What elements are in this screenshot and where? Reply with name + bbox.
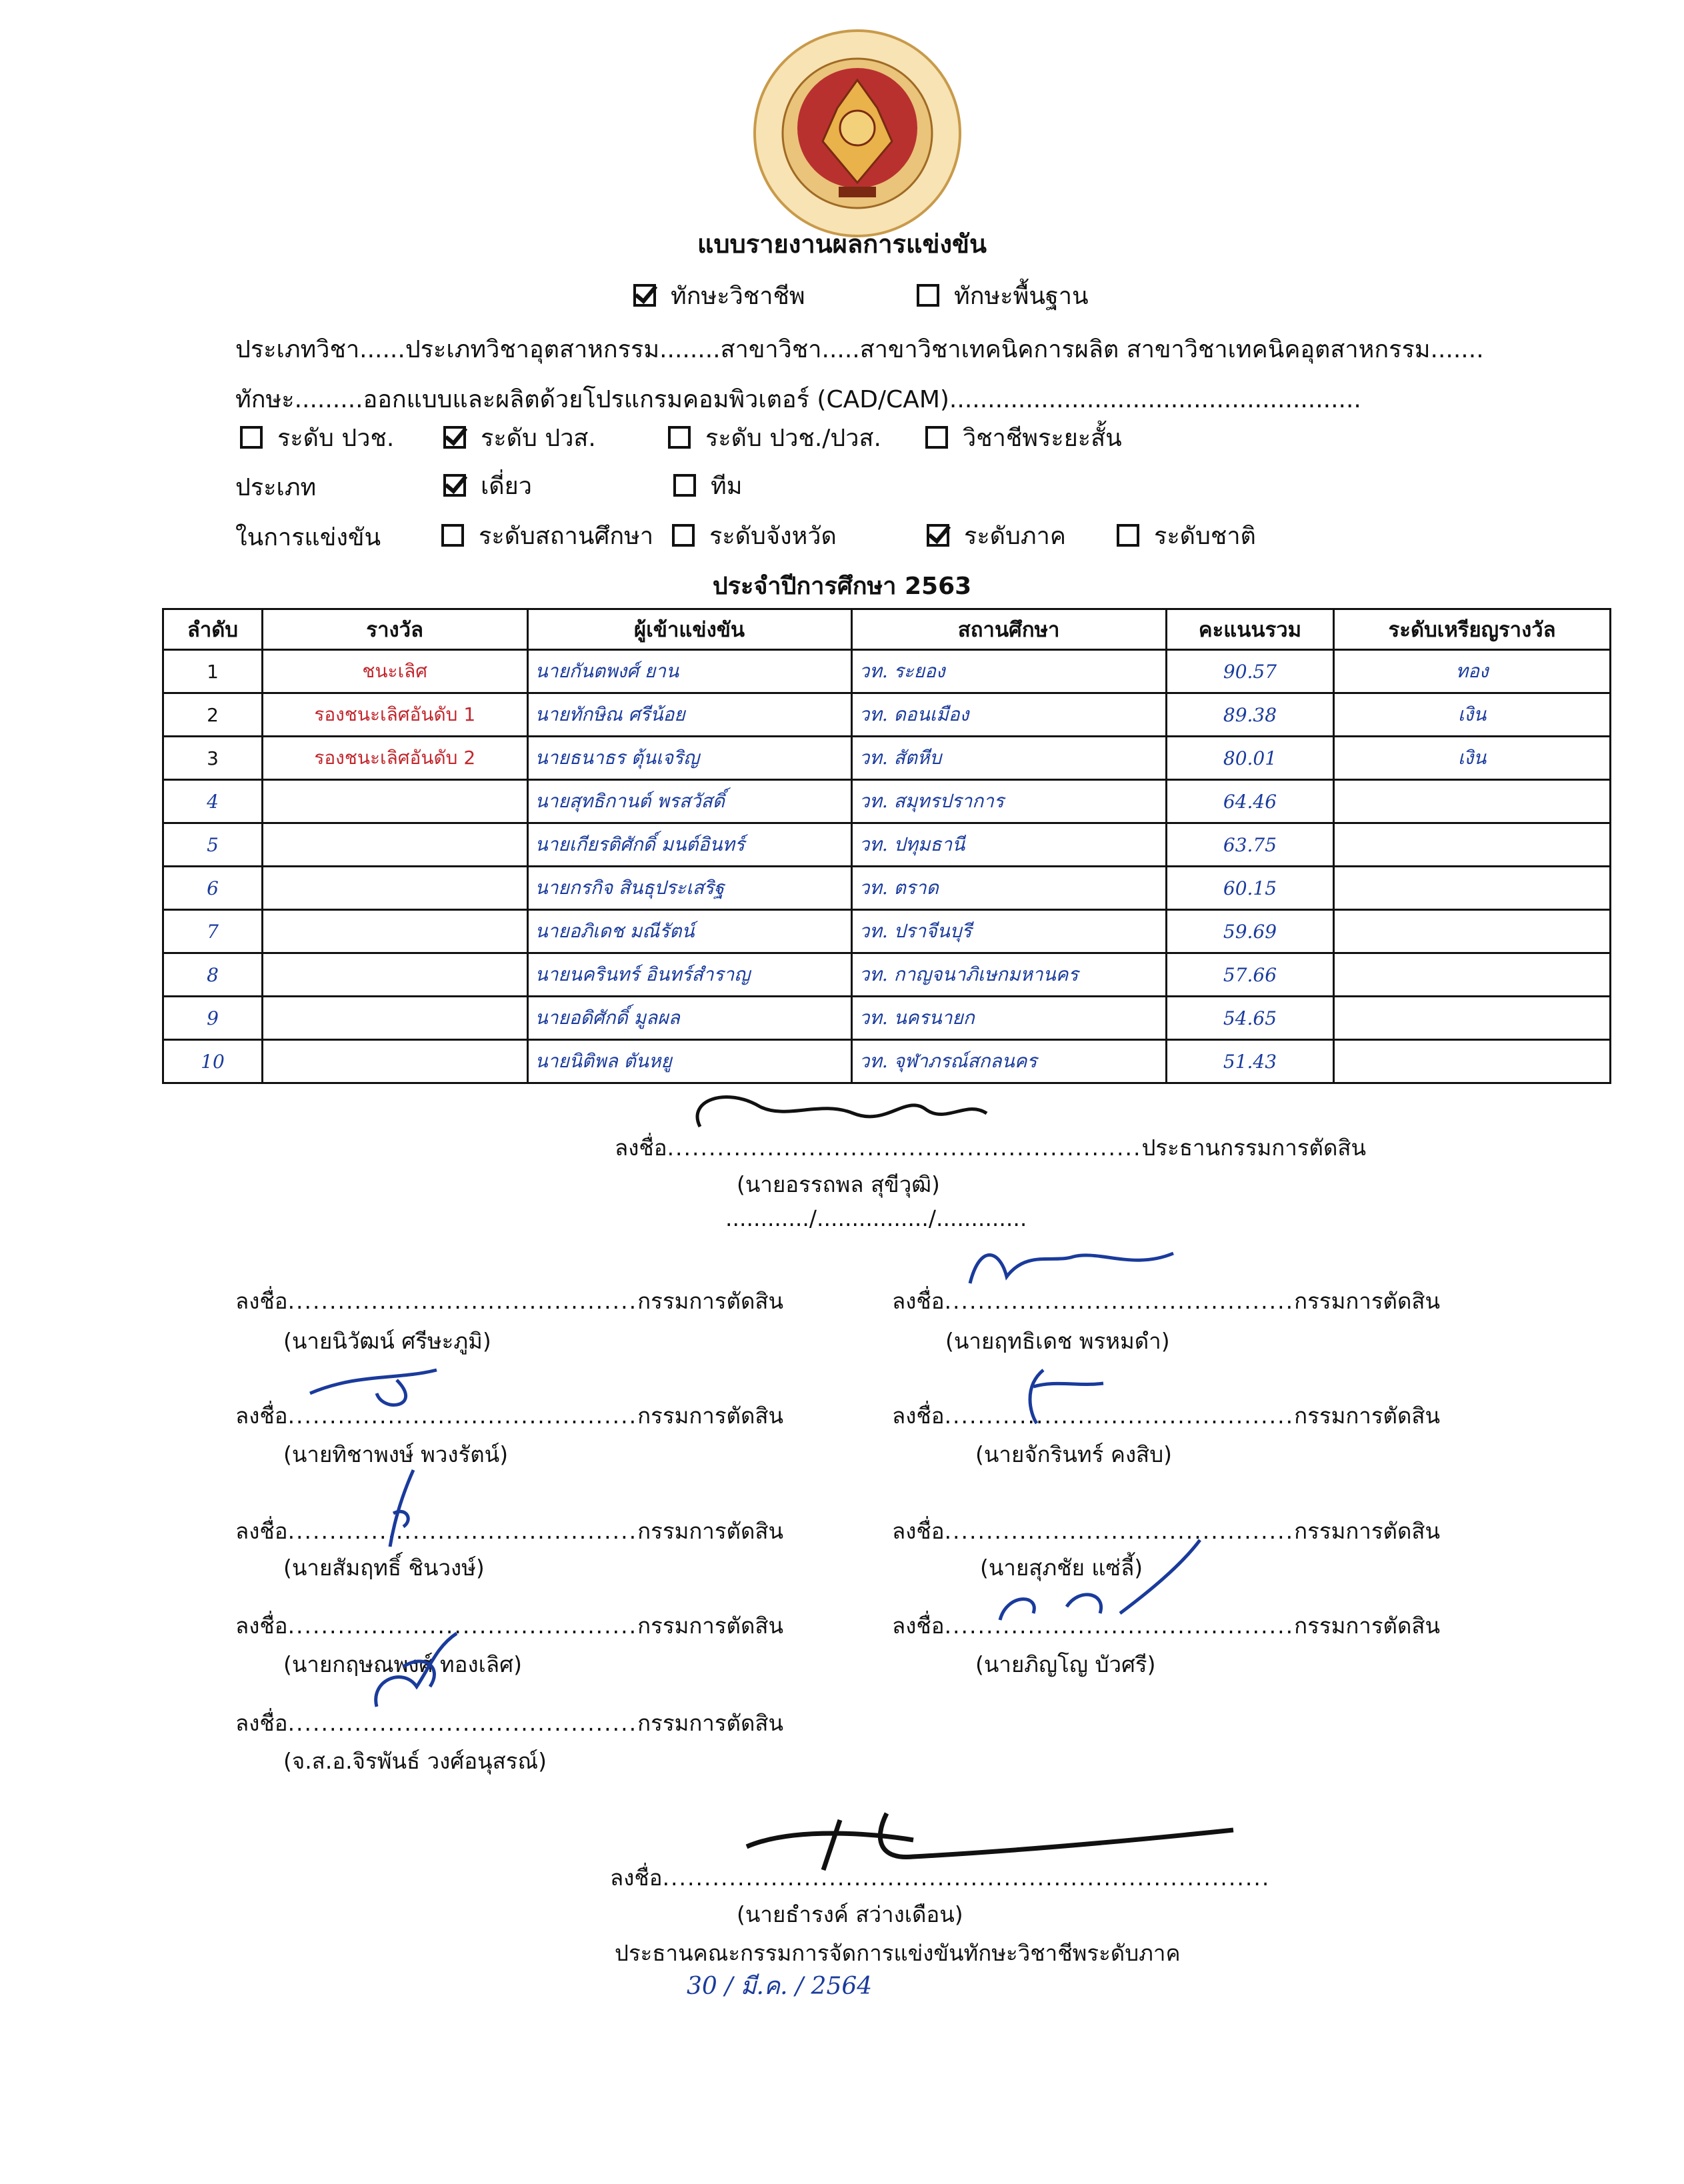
table-row xyxy=(163,867,1611,910)
cell-school: วท. ปทุมธานี xyxy=(851,823,1166,867)
cell-rank: 3 xyxy=(163,737,263,780)
cell-school: วท. สัตหีบ xyxy=(851,737,1166,780)
academic-year: ประจำปีการศึกษา 2563 xyxy=(712,573,972,600)
option-comp-province[interactable]: ระดับจังหวัด xyxy=(672,517,837,555)
table-row xyxy=(163,693,1611,737)
cell-contestant: นายสุทธิกานต์ พรสวัสดิ์ xyxy=(527,780,851,823)
cell-score: 51.43 xyxy=(1166,1040,1334,1083)
cell-score: 60.15 xyxy=(1166,867,1334,910)
checkbox-empty-icon[interactable] xyxy=(925,426,948,449)
option-comp-national[interactable]: ระดับชาติ xyxy=(1117,517,1256,555)
checkbox-checked-icon[interactable] xyxy=(443,426,466,449)
cell-rank: 6 xyxy=(163,867,263,910)
cell-contestant: นายกันตพงศ์ ยาน xyxy=(527,650,851,693)
judge-sign-line-left-4: ลงชื่อ..........................................กรรมการตัดสิน xyxy=(235,1613,784,1639)
judge-signature-scribble xyxy=(960,1237,1187,1297)
checkbox-empty-icon[interactable] xyxy=(1117,524,1139,547)
chair-date: ............/................/............. xyxy=(725,1205,1027,1231)
col-award: รางวัล xyxy=(262,609,527,650)
cell-medal xyxy=(1334,997,1611,1040)
option-type-team[interactable]: ทีม xyxy=(673,467,742,505)
committee-sign-line: ลงชื่อ......................................................................... xyxy=(610,1865,1271,1891)
judge-signature-scribble xyxy=(1003,1360,1110,1427)
cell-rank: 9 xyxy=(163,997,263,1040)
cell-score: 59.69 xyxy=(1166,910,1334,953)
judge-name-right-2: (นายจักรินทร์ คงสิบ) xyxy=(975,1441,1173,1467)
cell-school: วท. ปราจีนบุรี xyxy=(851,910,1166,953)
cell-award xyxy=(262,1040,527,1083)
checkbox-checked-icon[interactable] xyxy=(443,474,466,497)
cell-contestant: นายอภิเดช มณีรัตน์ xyxy=(527,910,851,953)
cell-score: 54.65 xyxy=(1166,997,1334,1040)
cell-school: วท. ตราด xyxy=(851,867,1166,910)
checkbox-empty-icon[interactable] xyxy=(240,426,263,449)
cell-rank: 2 xyxy=(163,693,263,737)
cell-medal: เงิน xyxy=(1334,737,1611,780)
cell-contestant: นายกรกิจ สินธุประเสริฐ xyxy=(527,867,851,910)
judge-sign-line-left-3: ลงชื่อ..........................................กรรมการตัดสิน xyxy=(235,1518,784,1544)
option-level-pvs[interactable]: ระดับ ปวส. xyxy=(443,419,596,457)
chair-sign-line: ลงชื่อ.........................................................ประธานกรรมการตัดสิน xyxy=(615,1135,1367,1161)
cell-award xyxy=(262,910,527,953)
cell-score: 80.01 xyxy=(1166,737,1334,780)
cell-contestant: นายทักษิณ ศรีน้อย xyxy=(527,693,851,737)
col-score: คะแนนรวม xyxy=(1166,609,1334,650)
col-contestant: ผู้เข้าแข่งขัน xyxy=(527,609,851,650)
cell-score: 90.57 xyxy=(1166,650,1334,693)
committee-role: ประธานคณะกรรมการจัดการแข่งขันทักษะวิชาชีพระดับภาค xyxy=(615,1940,1181,1966)
option-comp-region[interactable]: ระดับภาค xyxy=(927,517,1066,555)
judge-signature-scribble xyxy=(303,1360,490,1413)
cell-rank: 5 xyxy=(163,823,263,867)
option-type-individual[interactable]: เดี่ยว xyxy=(443,467,532,505)
cell-score: 63.75 xyxy=(1166,823,1334,867)
cell-school: วท. กาญจนาภิเษกมหานคร xyxy=(851,953,1166,997)
cell-rank: 1 xyxy=(163,650,263,693)
cell-contestant: นายนครินทร์ อินทร์สำราญ xyxy=(527,953,851,997)
judge-name-right-4: (นายภิญโญ บัวศรี) xyxy=(975,1651,1156,1677)
checkbox-empty-icon[interactable] xyxy=(668,426,691,449)
col-school: สถานศึกษา xyxy=(851,609,1166,650)
cell-rank: 7 xyxy=(163,910,263,953)
checkbox-checked-icon[interactable] xyxy=(927,524,949,547)
checkbox-checked-icon[interactable] xyxy=(633,284,656,307)
cell-award: รองชนะเลิศอันดับ 1 xyxy=(262,693,527,737)
judge-name-left-3: (นายสัมฤทธิ์ ชินวงษ์) xyxy=(283,1555,485,1581)
judge-sign-line-left-5: ลงชื่อ..........................................กรรมการตัดสิน xyxy=(235,1710,784,1736)
judge-name-left-2: (นายทิชาพงษ์ พวงรัตน์) xyxy=(283,1441,509,1467)
cell-school: วท. ระยอง xyxy=(851,650,1166,693)
cell-award xyxy=(262,823,527,867)
judge-sign-line-right-4: ลงชื่อ..........................................กรรมการตัดสิน xyxy=(892,1613,1441,1639)
col-medal: ระดับเหรียญรางวัล xyxy=(1334,609,1611,650)
committee-name: (นายธำรงค์ สว่างเดือน) xyxy=(737,1901,963,1927)
cell-award xyxy=(262,997,527,1040)
checkbox-empty-icon[interactable] xyxy=(917,284,939,307)
table-row xyxy=(163,953,1611,997)
judge-sign-line-right-2: ลงชื่อ..........................................กรรมการตัดสิน xyxy=(892,1403,1441,1429)
competition-label: ในการแข่งขัน xyxy=(235,524,381,551)
table-row xyxy=(163,997,1611,1040)
results-table xyxy=(162,608,1611,1084)
cell-medal xyxy=(1334,867,1611,910)
cell-school: วท. สมุทรปราการ xyxy=(851,780,1166,823)
table-header-row xyxy=(163,609,1611,650)
committee-signature-scribble xyxy=(740,1800,1240,1873)
table-row xyxy=(163,910,1611,953)
committee-date: 30 / มี.ค. / 2564 xyxy=(687,1973,873,2000)
cell-rank: 10 xyxy=(163,1040,263,1083)
association-logo xyxy=(752,28,963,239)
cell-medal xyxy=(1334,910,1611,953)
judge-name-right-3: (นายสุภชัย แซ่ลี้) xyxy=(980,1555,1143,1581)
category-line: ประเภทวิชา......ประเภทวิชาอุตสาหกรรม........สาขาวิชา.....สาขาวิชาเทคนิคการผลิต สาขาวิชาเทคนิคอุตสาหกรรม....... xyxy=(235,336,1484,363)
cell-score: 57.66 xyxy=(1166,953,1334,997)
cell-rank: 8 xyxy=(163,953,263,997)
cell-award: ชนะเลิศ xyxy=(262,650,527,693)
judge-sign-line-right-1: ลงชื่อ..........................................กรรมการตัดสิน xyxy=(892,1288,1441,1314)
cell-score: 64.46 xyxy=(1166,780,1334,823)
checkbox-empty-icon[interactable] xyxy=(441,524,464,547)
cell-medal: เงิน xyxy=(1334,693,1611,737)
judge-name-left-4: (นายกฤษณพงศ์ ทองเลิศ) xyxy=(283,1651,522,1677)
cell-contestant: นายธนาธร ตุ้นเจริญ xyxy=(527,737,851,780)
cell-contestant: นายนิติพล ตันหยู xyxy=(527,1040,851,1083)
checkbox-empty-icon[interactable] xyxy=(673,474,696,497)
judge-name-left-5: (จ.ส.อ.จิรพันธ์ วงศ์อนุสรณ์) xyxy=(283,1748,547,1774)
option-level-both[interactable]: ระดับ ปวช./ปวส. xyxy=(668,419,881,457)
judge-sign-line-left-1: ลงชื่อ..........................................กรรมการตัดสิน xyxy=(235,1288,784,1314)
table-row xyxy=(163,823,1611,867)
option-level-short[interactable]: วิชาชีพระยะสั้น xyxy=(925,419,1122,457)
judge-sign-line-left-2: ลงชื่อ..........................................กรรมการตัดสิน xyxy=(235,1403,784,1429)
cell-award xyxy=(262,953,527,997)
cell-school: วท. ดอนเมือง xyxy=(851,693,1166,737)
cell-contestant: นายอดิศักดิ์ มูลผล xyxy=(527,997,851,1040)
judge-name-right-1: (นายฤทธิเดช พรหมดำ) xyxy=(945,1328,1170,1354)
chair-name: (นายอรรถพล สุขีวุฒิ) xyxy=(737,1171,940,1197)
cell-award xyxy=(262,780,527,823)
cell-award xyxy=(262,867,527,910)
table-row xyxy=(163,650,1611,693)
judge-sign-line-right-3: ลงชื่อ..........................................กรรมการตัดสิน xyxy=(892,1518,1441,1544)
cell-school: วท. จุฬาภรณ์สกลนคร xyxy=(851,1040,1166,1083)
judge-signature-scribble xyxy=(987,1533,1213,1627)
col-rank: ลำดับ xyxy=(163,609,263,650)
cell-award: รองชนะเลิศอันดับ 2 xyxy=(262,737,527,780)
cell-contestant: นายเกียรติศักดิ์ มนต์อินทร์ xyxy=(527,823,851,867)
judge-name-left-1: (นายนิวัฒน์ ศรีษะภูมิ) xyxy=(283,1328,491,1354)
cell-medal xyxy=(1334,823,1611,867)
judge-signature-scribble xyxy=(380,1467,433,1553)
option-level-pvc[interactable]: ระดับ ปวช. xyxy=(240,419,394,457)
table-row xyxy=(163,780,1611,823)
option-comp-school[interactable]: ระดับสถานศึกษา xyxy=(441,517,653,555)
cell-medal xyxy=(1334,953,1611,997)
cell-medal xyxy=(1334,1040,1611,1083)
skill-line: ทักษะ.........ออกแบบและผลิตด้วยโปรแกรมคอมพิวเตอร์ (CAD/CAM)...................................................... xyxy=(235,386,1361,413)
chair-signature-scribble xyxy=(687,1073,1000,1147)
form-title: แบบรายงานผลการแข่งขัน xyxy=(697,229,987,259)
cell-rank: 4 xyxy=(163,780,263,823)
type-label: ประเภท xyxy=(235,474,317,501)
cell-medal: ทอง xyxy=(1334,650,1611,693)
table-row xyxy=(163,737,1611,780)
option-basic-skill[interactable]: ทักษะพื้นฐาน xyxy=(917,277,1089,315)
cell-medal xyxy=(1334,780,1611,823)
option-vocational-skill[interactable]: ทักษะวิชาชีพ xyxy=(633,277,805,315)
checkbox-empty-icon[interactable] xyxy=(672,524,695,547)
cell-score: 89.38 xyxy=(1166,693,1334,737)
cell-school: วท. นครนายก xyxy=(851,997,1166,1040)
